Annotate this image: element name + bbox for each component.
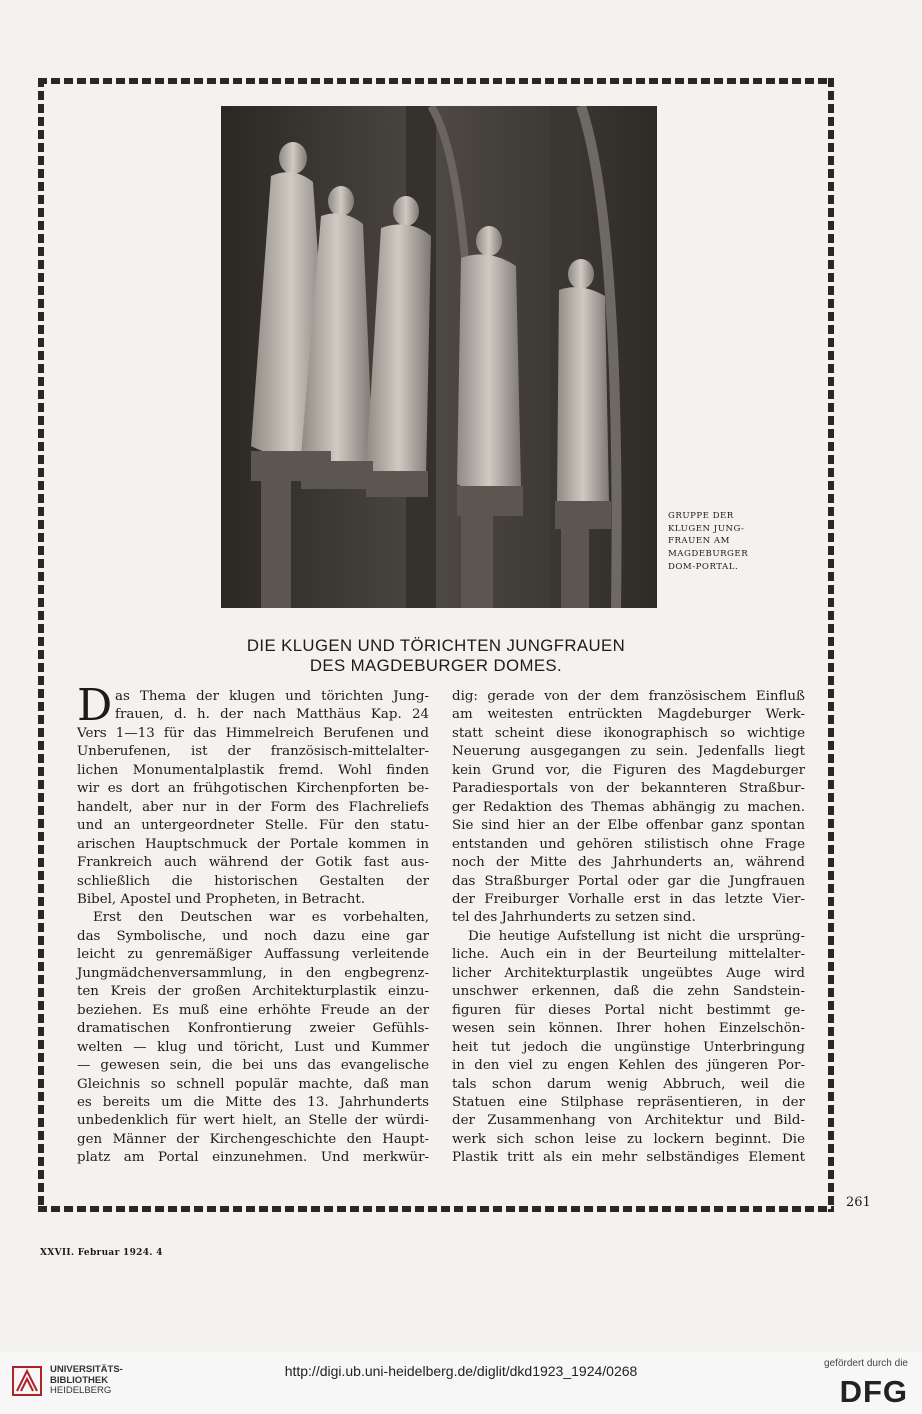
text-column-right xyxy=(452,688,805,1168)
text-line: wesen sein können. Ihrer hohen Einzelschön- xyxy=(452,1021,805,1037)
text-line: Neuerung ausgegangen zu sein. Jedenfalls liegt xyxy=(452,744,805,760)
text-line: kein Grund vor, die Figuren des Magdeburger xyxy=(452,762,805,778)
text-line: Paradiesportals von der bekannteren Straßbur- xyxy=(452,781,805,797)
library-name-line: BIBLIOTHEK xyxy=(50,1374,109,1386)
text-line: welten — klug und töricht, Lust und Kummer xyxy=(77,1039,429,1055)
text-line: handelt, aber nur in der Form des Flachreliefs xyxy=(77,799,429,815)
page-number: 261 xyxy=(846,1195,871,1210)
text-line: das Symbolische, und noch dazu eine gar xyxy=(77,928,429,944)
text-line: unbedenklich für wert hielt, an Stelle der würdi- xyxy=(77,1113,429,1129)
text-line: platz am Portal einzunehmen. Und merkwür- xyxy=(77,1150,429,1166)
text-line: in den viel zu engen Kehlen des jüngeren Por- xyxy=(452,1058,805,1074)
text-line: Erst den Deutschen war es vorbehalten, xyxy=(93,910,429,926)
drop-cap: D xyxy=(77,680,113,731)
article-title xyxy=(130,636,742,676)
title-line: DES MAGDEBURGER DOMES. xyxy=(309,656,563,675)
text-line: am weitesten entrückten Magdeburger Werk- xyxy=(452,707,805,723)
text-line: das Straßburger Portal oder gar die Jungfrauen xyxy=(452,873,805,889)
text-line: as Thema der klugen und törichten Jung- xyxy=(115,689,429,704)
text-line: werk sich schon leise zu lockern beginnt. Die xyxy=(452,1131,805,1147)
caption-line: MAGDEBURGER xyxy=(668,549,749,560)
text-line: noch der Mitte des Jahrhunderts an, während xyxy=(452,855,805,871)
permalink-url[interactable]: http://digi.ub.uni-heidelberg.de/diglit/dkd1923_1924/0268 xyxy=(284,1363,638,1379)
text-line: Statuen eine Stilphase repräsentieren, in der xyxy=(452,1094,805,1110)
library-name-line: UNIVERSITÄTS- xyxy=(50,1364,123,1375)
text-line: — gewesen sein, die bei uns das evangelische xyxy=(77,1058,429,1074)
caption-line: FRAUEN AM xyxy=(668,536,730,547)
text-line: licher Architekturplastik ungeübtes Auge wird xyxy=(452,965,805,981)
text-line: Die heutige Aufstellung ist nicht die ursprüng- xyxy=(468,928,805,944)
figure-caption xyxy=(668,510,788,574)
text-line: leicht zu genremäßiger Auffassung verleitende xyxy=(77,947,429,963)
text-line: figuren für dieses Portal nicht bestimmt ge- xyxy=(452,1002,805,1018)
text-line: entstanden und gehören stilistisch ohne Frage xyxy=(452,836,805,852)
statue-photo xyxy=(221,106,657,608)
caption-line: KLUGEN JUNG- xyxy=(668,523,745,534)
text-line: Unberufenen, ist der französisch-mittelalter- xyxy=(77,744,429,760)
text-line: wir es dort an frühgotischen Kirchenpforten be- xyxy=(77,781,429,797)
text-line: Gleichnis so schnell populär machte, daß man xyxy=(77,1076,429,1092)
title-line: DIE KLUGEN UND TÖRICHTEN JUNGFRAUEN xyxy=(246,636,626,655)
text-line: heit tut jedoch die ungünstige Unterbringung xyxy=(452,1039,805,1055)
text-line: lichen Monumentalplastik fremd. Wohl finden xyxy=(77,762,429,778)
issue-footline: XXVII. Februar 1924. 4 xyxy=(40,1248,163,1258)
caption-line: DOM-PORTAL. xyxy=(668,561,739,572)
text-line: Plastik tritt als ein mehr selbständiges Element xyxy=(452,1150,805,1166)
text-line: liche. Auch ein in der Beurteilung mittelalter- xyxy=(452,947,805,963)
viewer-footer xyxy=(0,1352,922,1414)
text-line: schließlich die historischen Gestalten der xyxy=(77,873,429,889)
text-line: frauen, d. h. der nach Matthäus Kap. 24 xyxy=(115,707,429,723)
caption-line: GRUPPE DER xyxy=(668,511,734,521)
text-line: tals schon darum wenig Abbruch, weil die xyxy=(452,1076,805,1092)
text-line: es bereits um die Mitte des 13. Jahrhunderts xyxy=(77,1094,429,1110)
text-line: Sie sind hier an der Elbe offenbar ganz spontan xyxy=(452,818,805,834)
library-name-line: HEIDELBERG xyxy=(50,1385,112,1396)
text-line: und an untergeordneter Stelle. Für den statu- xyxy=(77,818,429,834)
funded-by-label: gefördert durch die xyxy=(824,1358,908,1369)
dfg-logo: DFG xyxy=(839,1374,908,1409)
text-line: dig: gerade von der dem französischem Einfluß xyxy=(452,689,805,704)
text-line: der Freiburger Vorhalle erst in das letzte Vier- xyxy=(452,891,805,907)
text-line: beziehen. Es muß eine erhöhte Freude an der xyxy=(77,1002,429,1018)
text-line: Vers 1—13 für das Himmelreich Berufenen und xyxy=(77,725,429,741)
text-column-left xyxy=(77,680,429,1168)
text-line: statt scheint diese ikonographisch so wichtige xyxy=(452,725,805,741)
text-line: ten Kreis der großen Architekturplastik einzu- xyxy=(77,984,429,1000)
text-line: Frankreich auch während der Gotik fast aus- xyxy=(77,855,429,871)
text-line: dramatischen Konfrontierung zweier Gefühls- xyxy=(77,1021,429,1037)
text-line: unschwer erkennen, daß die zehn Sandstein- xyxy=(452,984,805,1000)
text-line: arischen Hauptschmuck der Portale kommen in xyxy=(77,836,429,852)
text-line: Jungmädchenversammlung, in den engbegrenz- xyxy=(77,965,429,981)
text-line: gen Männer der Kirchengeschichte den Haupt- xyxy=(77,1131,429,1147)
text-line: tel des Jahrhunderts zu setzen sind. xyxy=(452,910,696,926)
text-line: der Zusammenhang von Architektur und Bild- xyxy=(452,1113,805,1129)
text-line: Bibel, Apostel und Propheten, in Betracht. xyxy=(77,891,366,907)
text-line: ger Redaktion des Themas abhängig zu machen. xyxy=(452,799,805,815)
